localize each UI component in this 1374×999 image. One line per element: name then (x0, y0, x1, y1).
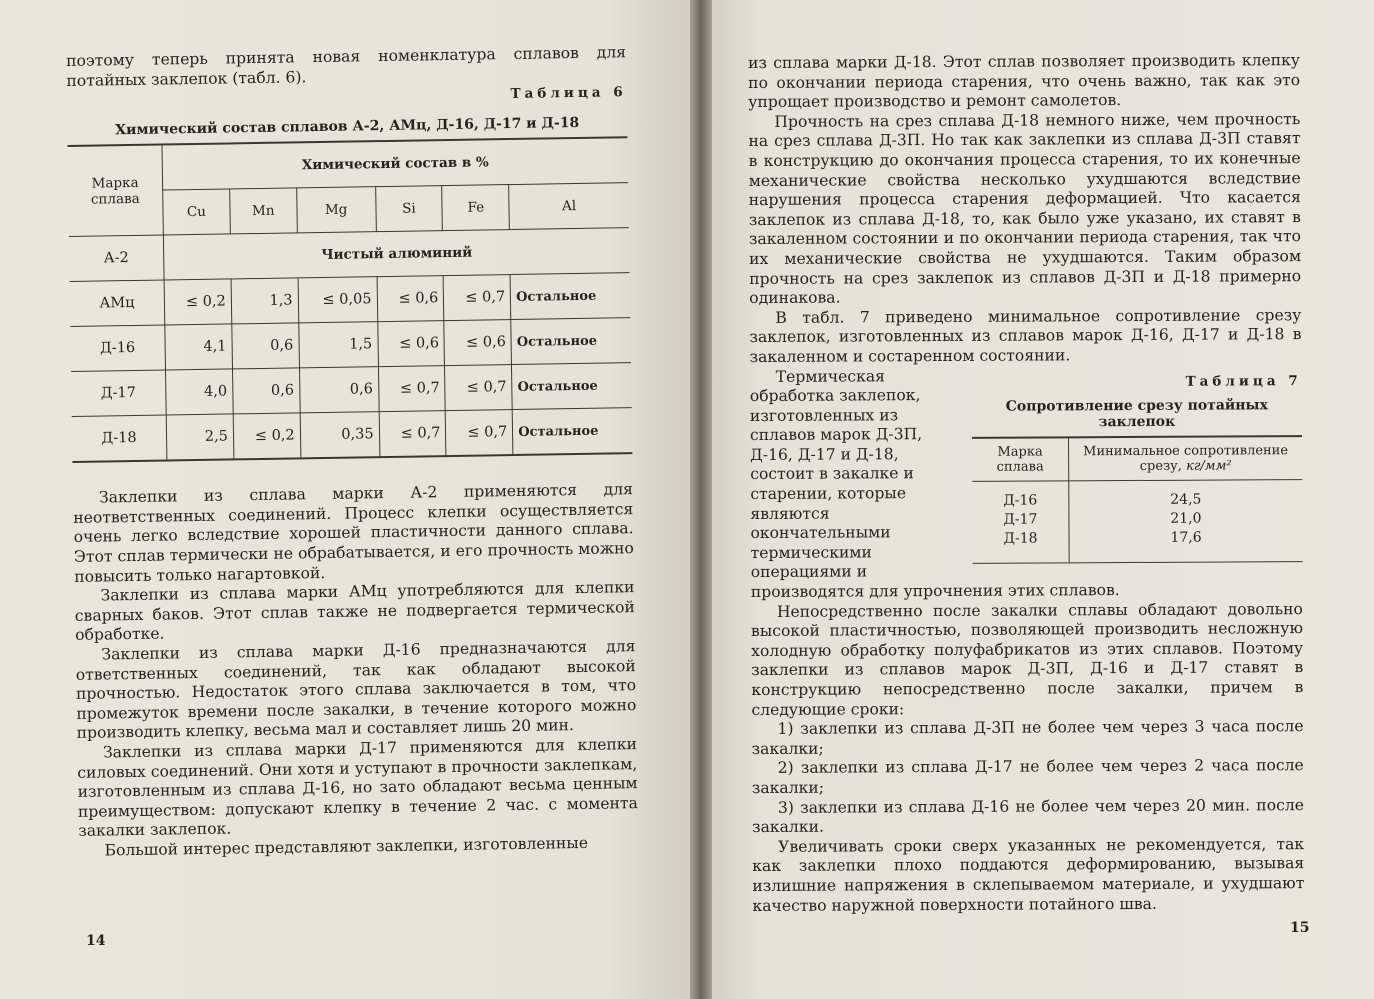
table6-cell-merged: Чистый алюминий (163, 228, 629, 280)
table6-cell-mark: Д-17 (71, 370, 166, 416)
float-wrap (750, 365, 1303, 603)
table6-caption: Таблица 6 (510, 84, 627, 103)
table6-cell: 0,35 (300, 412, 380, 459)
table7-shear-resistance (972, 435, 1303, 564)
table7-cell-value: 24,5 (1170, 491, 1202, 508)
table6-cell: 1,5 (298, 322, 378, 368)
page-number-left: 14 (86, 933, 106, 949)
table6-header-group: Химический состав в % (162, 137, 628, 190)
table6-cell-mark: АМц (70, 280, 165, 326)
table6-chemical-composition (67, 136, 632, 463)
table6-cell-mark: А-2 (69, 235, 164, 281)
paragraph-table7-ref: В табл. 7 приведено минимальное сопротивление срезу заклепок, изготовленных из сплавов марок Д-16, Д-17 и Д-18 в закаленном и состаренном состоянии. (749, 305, 1302, 366)
table6-cell-mark: Д-18 (72, 415, 167, 462)
paragraph-conclusion: Увеличивать сроки сверх указанных не рекомендуется, так как заклепки плохо поддаются деформированию, вызывая излишние напряжения в склепываемом материале, и ухудшают качество наружной поверхности потайного шва. (752, 834, 1305, 915)
paragraph-d17: Заклепки из сплава марки Д-17 применяются для клепки силовых соединений. Они хотя и уступают в прочности заклепкам, изготовленным из сплава Д-16, но зато обладают весьма ценным преимуществом: допускают клепку в течение 2 час. с момента закалки заклепок. (77, 735, 639, 841)
table6-cell: 2,5 (166, 414, 234, 461)
paragraph-strength: Прочность на срез сплава Д-18 немного ниже, чем прочность на срез сплава Д-3П. Но так как заклепки из сплава Д-3П ставят в конструкцию до окончания процесса старения, то их конечные механические свойства несколько ухудшаются вследствие нарушения процесса старения деформацией. Что касается заклепок из сплава Д-18, то, как было уже указано, их ставят в закаленном состоянии и по окончании периода старения, так что их механические свойства не ухудшаются. Таким образом прочность на срез заклепок из сплавов Д-3П и Д-18 примерно одинакова. (748, 109, 1302, 308)
table6-cell: ≤ 0,7 (443, 275, 511, 321)
list-item: 3) заклепки из сплава Д-16 не более чем через 20 мин. после закалки. (752, 795, 1304, 837)
table7-cell-value: 21,0 (1170, 510, 1202, 527)
table-row (972, 479, 1302, 510)
table6-cell: Остальное (512, 363, 632, 410)
table6-header-mn: Mn (230, 188, 298, 234)
table7-cell-value: 17,6 (1170, 529, 1202, 546)
table6-cell: ≤ 0,7 (379, 411, 447, 458)
table6-cell: 4,0 (166, 369, 234, 415)
table-row (972, 509, 1302, 530)
table6-cell: Остальное (511, 318, 631, 365)
table7-cell-mark: Д-18 (972, 529, 1069, 563)
page-number-right: 15 (1290, 920, 1310, 936)
table6-cell: ≤ 0,05 (298, 277, 378, 323)
left-page-content (66, 43, 639, 861)
table6-cell: ≤ 0,7 (446, 410, 514, 457)
table6-cell: Остальное (512, 408, 632, 455)
intro-paragraph: поэтому теперь принята новая номенклатура сплавов для потайных заклепок (табл. 6). (66, 43, 627, 90)
table7-title: Сопротивление срезу потайных заклепок (1005, 396, 1268, 430)
table7-header-value-text: Минимальное сопротивление срезу, (1083, 442, 1289, 474)
table7-header-unit: кг/мм² (1186, 457, 1232, 474)
table6-header-cu: Cu (163, 189, 231, 235)
table7-caption: Таблица 7 (1185, 372, 1302, 390)
paragraph-after-quench: Непосредственно после закалки сплавы обладают довольно высокой пластичностью, позволяющей производить несложную холодную обработку полуфабрикатов из этих сплавов. Поэтому заклепки из сплавов марок Д-3П, Д-16 и Д-17 ставят в конструкцию непосредственно после закалки, причем в следующие сроки: (750, 599, 1304, 719)
table6-cell: ≤ 0,6 (444, 320, 512, 366)
table6-header-si: Si (375, 186, 443, 232)
table7-cell-mark: Д-16 (972, 480, 1069, 510)
table6-header-fe: Fe (442, 185, 510, 231)
table6-cell: 1,3 (231, 278, 299, 324)
table-row (972, 528, 1302, 563)
paragraph-d18-cont: из сплава марки Д-18. Этот сплав позволяет производить клепку по окончании периода старения, что очень важно, так как это упрощает производство и ремонт самолетов. (748, 51, 1301, 112)
table6-cell: ≤ 0,2 (164, 279, 232, 325)
table7-block (972, 365, 1303, 564)
table6-cell: ≤ 0,7 (445, 365, 513, 411)
table6-cell: 0,6 (232, 323, 300, 369)
table7-header-value (1069, 436, 1303, 481)
list-item: 1) заклепки из сплава Д-3П не более чем через 3 часа после закалки; (751, 717, 1304, 758)
paragraph-d16: Заклепки из сплава марки Д-16 предназначаются для ответственных соединений, так как обладают высокой прочностью. Недостаток этого сплава заключается в том, что промежуток времени после закалки, в течение которого можно производить клепку, весьма мал и составляет лишь 20 мин. (75, 637, 637, 743)
table6-header-mark: Марка сплава (67, 145, 163, 237)
table6-header-al: Al (509, 183, 629, 230)
right-page-content (748, 51, 1305, 916)
table6-cell: 4,1 (165, 324, 233, 370)
table6-cell: ≤ 0,2 (233, 413, 301, 460)
paragraph-d18-start: Большой интерес представляют заклепки, изготовленные (104, 833, 589, 860)
deadline-list (751, 717, 1304, 837)
paragraph-amc: Заклепки из сплава марки АМц употребляются для клепки сварных баков. Этот сплав также не подвергается термической обработке. (74, 578, 635, 645)
table7-header-mark: Марка сплава (972, 437, 1069, 481)
table6-cell: ≤ 0,7 (378, 366, 446, 412)
table6-cell: 0,6 (299, 367, 379, 413)
table6-header-mg: Mg (296, 187, 376, 233)
list-item: 2) заклепки из сплава Д-17 не более чем через 2 часа после закалки; (751, 756, 1304, 797)
table6-cell: Остальное (510, 273, 630, 320)
table6-cell: 0,6 (232, 368, 300, 414)
book-gutter (690, 0, 712, 999)
table-row (72, 408, 633, 462)
table6-cell: ≤ 0,6 (377, 321, 445, 367)
table6-title: Химический состав сплавов А-2, АМц, Д-16, Д-17 и Д-18 (115, 115, 580, 139)
table7-cell-mark: Д-17 (972, 510, 1069, 530)
table6-cell-mark: Д-16 (70, 325, 165, 371)
table6-cell: ≤ 0,6 (377, 276, 445, 322)
paragraph-a2: Заклепки из сплава марки А-2 применяются для неответственных соединений. Процесс клепки осуществляется очень легко вследствие хорошей пластичности данного сплава. Этот сплав термически не обрабатывается, и его прочность можно повысить только нагартовкой. (73, 480, 635, 586)
paragraph-heat-treatment: Термическая обработка заклепок, изготовленных из сплавов марок Д-3П, Д-16, Д-17 и Д-18, состоит в закалке и старении, которые являются окончательными термическими операциями и производятся для упрочнения этих сплавов. (749, 366, 1120, 602)
